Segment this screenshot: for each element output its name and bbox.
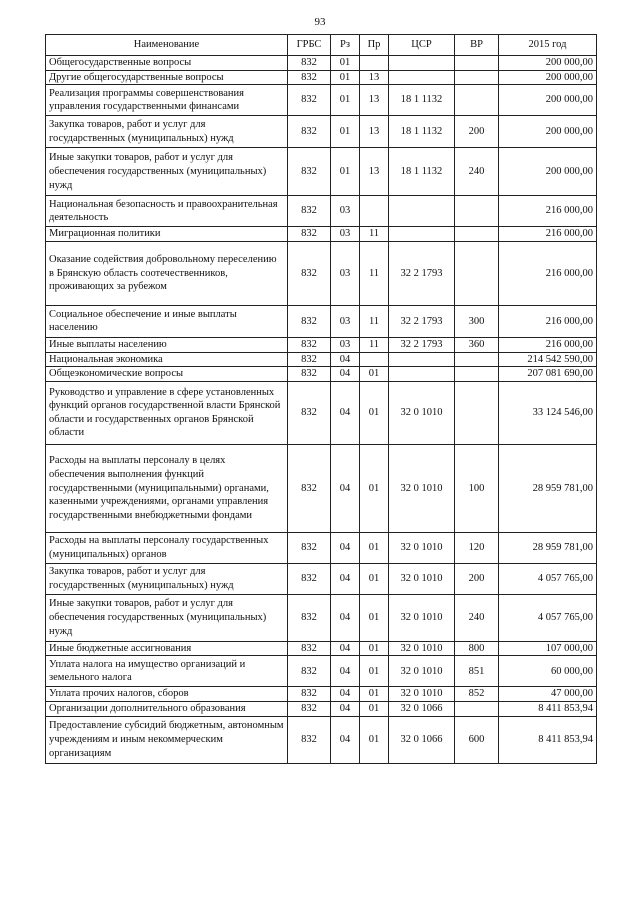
table-row xyxy=(46,337,597,352)
row-pr: 01 xyxy=(360,563,389,594)
row-name: Иные закупки товаров, работ и услуг для обеспечения государственных (муниципальных) нужд xyxy=(46,594,288,641)
row-rz: 04 xyxy=(331,563,360,594)
row-name: Национальная безопасность и правоохранительная деятельность xyxy=(46,196,288,227)
row-name: Уплата прочих налогов, сборов xyxy=(46,687,288,702)
row-grbs: 832 xyxy=(288,656,331,687)
row-amount: 216 000,00 xyxy=(499,241,597,305)
row-csr xyxy=(389,70,455,85)
table-row xyxy=(46,148,597,196)
row-rz: 03 xyxy=(331,196,360,227)
row-grbs: 832 xyxy=(288,702,331,717)
row-grbs: 832 xyxy=(288,148,331,196)
row-rz: 03 xyxy=(331,337,360,352)
row-grbs: 832 xyxy=(288,716,331,763)
row-grbs: 832 xyxy=(288,196,331,227)
row-pr: 01 xyxy=(360,716,389,763)
row-rz: 04 xyxy=(331,656,360,687)
row-pr: 01 xyxy=(360,594,389,641)
row-rz: 01 xyxy=(331,116,360,148)
row-csr xyxy=(389,56,455,71)
row-vr: 360 xyxy=(455,337,499,352)
row-rz: 01 xyxy=(331,70,360,85)
row-vr xyxy=(455,241,499,305)
row-csr: 32 0 1010 xyxy=(389,563,455,594)
row-pr xyxy=(360,352,389,367)
row-csr: 18 1 1132 xyxy=(389,116,455,148)
row-rz: 01 xyxy=(331,85,360,116)
table-row xyxy=(46,70,597,85)
row-csr: 32 0 1010 xyxy=(389,532,455,563)
row-pr: 01 xyxy=(360,444,389,532)
row-vr xyxy=(455,227,499,242)
table-row xyxy=(46,196,597,227)
row-grbs: 832 xyxy=(288,56,331,71)
row-amount: 214 542 590,00 xyxy=(499,352,597,367)
row-csr: 32 2 1793 xyxy=(389,337,455,352)
row-name: Иные закупки товаров, работ и услуг для обеспечения государственных (муниципальных) нужд xyxy=(46,148,288,196)
row-name: Уплата налога на имущество организаций и земельного налога xyxy=(46,656,288,687)
row-pr: 01 xyxy=(360,656,389,687)
row-rz: 04 xyxy=(331,532,360,563)
row-csr: 32 0 1010 xyxy=(389,381,455,444)
row-name: Иные бюджетные ассигнования xyxy=(46,641,288,656)
row-pr: 11 xyxy=(360,337,389,352)
row-vr xyxy=(455,85,499,116)
table-row xyxy=(46,241,597,305)
row-grbs: 832 xyxy=(288,563,331,594)
row-vr xyxy=(455,702,499,717)
row-name: Иные выплаты населению xyxy=(46,337,288,352)
row-grbs: 832 xyxy=(288,352,331,367)
row-rz: 04 xyxy=(331,641,360,656)
row-pr: 01 xyxy=(360,641,389,656)
row-name: Общеэкономические вопросы xyxy=(46,367,288,382)
row-rz: 04 xyxy=(331,716,360,763)
row-pr: 11 xyxy=(360,241,389,305)
row-vr xyxy=(455,367,499,382)
header-year: 2015 год xyxy=(499,35,597,56)
table-row xyxy=(46,716,597,763)
row-vr: 240 xyxy=(455,594,499,641)
header-csr: ЦСР xyxy=(389,35,455,56)
table-row xyxy=(46,352,597,367)
row-vr: 240 xyxy=(455,148,499,196)
row-amount: 28 959 781,00 xyxy=(499,532,597,563)
row-name: Расходы на выплаты персоналу в целях обеспечения выполнения функций государственными (муниципальными) органами, казенными учреждениями, органами управления государственными внебюджетными фондами xyxy=(46,444,288,532)
row-amount: 47 000,00 xyxy=(499,687,597,702)
page-number: 93 xyxy=(314,16,326,28)
table-row xyxy=(46,594,597,641)
row-vr xyxy=(455,56,499,71)
row-csr: 32 0 1010 xyxy=(389,641,455,656)
row-grbs: 832 xyxy=(288,641,331,656)
header-name: Наименование xyxy=(46,35,288,56)
row-name: Социальное обеспечение и иные выплаты населению xyxy=(46,305,288,337)
row-amount: 8 411 853,94 xyxy=(499,702,597,717)
row-rz: 03 xyxy=(331,305,360,337)
row-grbs: 832 xyxy=(288,70,331,85)
row-amount: 28 959 781,00 xyxy=(499,444,597,532)
row-csr xyxy=(389,352,455,367)
row-amount: 200 000,00 xyxy=(499,70,597,85)
row-grbs: 832 xyxy=(288,305,331,337)
row-csr: 32 2 1793 xyxy=(389,241,455,305)
row-pr: 01 xyxy=(360,532,389,563)
row-amount: 8 411 853,94 xyxy=(499,716,597,763)
row-name: Расходы на выплаты персоналу государственных (муниципальных) органов xyxy=(46,532,288,563)
row-csr: 18 1 1132 xyxy=(389,148,455,196)
table-row xyxy=(46,641,597,656)
row-csr xyxy=(389,367,455,382)
row-rz: 04 xyxy=(331,702,360,717)
row-name: Национальная экономика xyxy=(46,352,288,367)
row-rz: 04 xyxy=(331,594,360,641)
table-row xyxy=(46,56,597,71)
row-csr: 18 1 1132 xyxy=(389,85,455,116)
row-vr: 800 xyxy=(455,641,499,656)
row-amount: 4 057 765,00 xyxy=(499,594,597,641)
table-row xyxy=(46,687,597,702)
row-pr: 13 xyxy=(360,70,389,85)
row-pr: 13 xyxy=(360,85,389,116)
row-vr: 851 xyxy=(455,656,499,687)
row-rz: 04 xyxy=(331,381,360,444)
table-row xyxy=(46,305,597,337)
row-pr: 11 xyxy=(360,305,389,337)
row-csr xyxy=(389,196,455,227)
row-name: Оказание содействия добровольному переселению в Брянскую область соотечественников, проживающих за рубежом xyxy=(46,241,288,305)
table-row xyxy=(46,227,597,242)
row-pr: 11 xyxy=(360,227,389,242)
row-amount: 200 000,00 xyxy=(499,85,597,116)
row-rz: 04 xyxy=(331,352,360,367)
row-amount: 200 000,00 xyxy=(499,116,597,148)
table-row xyxy=(46,444,597,532)
row-pr: 13 xyxy=(360,116,389,148)
row-csr: 32 0 1010 xyxy=(389,687,455,702)
row-rz: 01 xyxy=(331,56,360,71)
row-grbs: 832 xyxy=(288,381,331,444)
row-grbs: 832 xyxy=(288,687,331,702)
row-vr: 852 xyxy=(455,687,499,702)
row-vr: 300 xyxy=(455,305,499,337)
row-grbs: 832 xyxy=(288,227,331,242)
row-vr: 200 xyxy=(455,563,499,594)
row-amount: 207 081 690,00 xyxy=(499,367,597,382)
row-csr xyxy=(389,227,455,242)
header-vr: ВР xyxy=(455,35,499,56)
row-vr: 600 xyxy=(455,716,499,763)
row-amount: 107 000,00 xyxy=(499,641,597,656)
row-csr: 32 2 1793 xyxy=(389,305,455,337)
row-name: Закупка товаров, работ и услуг для государственных (муниципальных) нужд xyxy=(46,563,288,594)
row-amount: 216 000,00 xyxy=(499,305,597,337)
row-rz: 01 xyxy=(331,148,360,196)
row-name: Миграционная политики xyxy=(46,227,288,242)
row-grbs: 832 xyxy=(288,337,331,352)
row-name: Предоставление субсидий бюджетным, автономным учреждениям и иным некоммерческим организациям xyxy=(46,716,288,763)
row-pr xyxy=(360,196,389,227)
row-vr xyxy=(455,70,499,85)
row-name: Закупка товаров, работ и услуг для государственных (муниципальных) нужд xyxy=(46,116,288,148)
row-pr: 01 xyxy=(360,367,389,382)
header-pr: Пр xyxy=(360,35,389,56)
row-grbs: 832 xyxy=(288,241,331,305)
row-rz: 04 xyxy=(331,444,360,532)
table-row xyxy=(46,367,597,382)
row-rz: 04 xyxy=(331,367,360,382)
row-amount: 200 000,00 xyxy=(499,148,597,196)
row-name: Руководство и управление в сфере установленных функций органов государственной власти Брянской области и государственных органов Брянской области xyxy=(46,381,288,444)
table-row xyxy=(46,532,597,563)
table-row xyxy=(46,381,597,444)
row-amount: 216 000,00 xyxy=(499,196,597,227)
row-vr: 100 xyxy=(455,444,499,532)
header-grbs: ГРБС xyxy=(288,35,331,56)
row-rz: 03 xyxy=(331,227,360,242)
row-pr: 01 xyxy=(360,687,389,702)
row-name: Другие общегосударственные вопросы xyxy=(46,70,288,85)
table-row xyxy=(46,85,597,116)
row-rz: 04 xyxy=(331,687,360,702)
row-pr xyxy=(360,56,389,71)
row-amount: 60 000,00 xyxy=(499,656,597,687)
row-vr: 120 xyxy=(455,532,499,563)
row-name: Реализация программы совершенствования управления государственными финансами xyxy=(46,85,288,116)
row-grbs: 832 xyxy=(288,116,331,148)
row-vr xyxy=(455,381,499,444)
header-rz: Рз xyxy=(331,35,360,56)
row-csr: 32 0 1066 xyxy=(389,716,455,763)
row-pr: 13 xyxy=(360,148,389,196)
row-amount: 216 000,00 xyxy=(499,337,597,352)
row-rz: 03 xyxy=(331,241,360,305)
row-grbs: 832 xyxy=(288,532,331,563)
row-amount: 200 000,00 xyxy=(499,56,597,71)
budget-table xyxy=(45,34,597,764)
row-csr: 32 0 1066 xyxy=(389,702,455,717)
row-amount: 216 000,00 xyxy=(499,227,597,242)
table-row xyxy=(46,116,597,148)
row-pr: 01 xyxy=(360,702,389,717)
row-name: Организации дополнительного образования xyxy=(46,702,288,717)
table-header-row xyxy=(46,35,597,56)
row-name: Общегосударственные вопросы xyxy=(46,56,288,71)
row-grbs: 832 xyxy=(288,594,331,641)
row-amount: 33 124 546,00 xyxy=(499,381,597,444)
table-row xyxy=(46,656,597,687)
table-row xyxy=(46,563,597,594)
row-amount: 4 057 765,00 xyxy=(499,563,597,594)
row-csr: 32 0 1010 xyxy=(389,656,455,687)
row-grbs: 832 xyxy=(288,85,331,116)
row-vr: 200 xyxy=(455,116,499,148)
row-csr: 32 0 1010 xyxy=(389,594,455,641)
row-pr: 01 xyxy=(360,381,389,444)
row-csr: 32 0 1010 xyxy=(389,444,455,532)
row-grbs: 832 xyxy=(288,367,331,382)
row-vr xyxy=(455,352,499,367)
table-row xyxy=(46,702,597,717)
row-grbs: 832 xyxy=(288,444,331,532)
row-vr xyxy=(455,196,499,227)
